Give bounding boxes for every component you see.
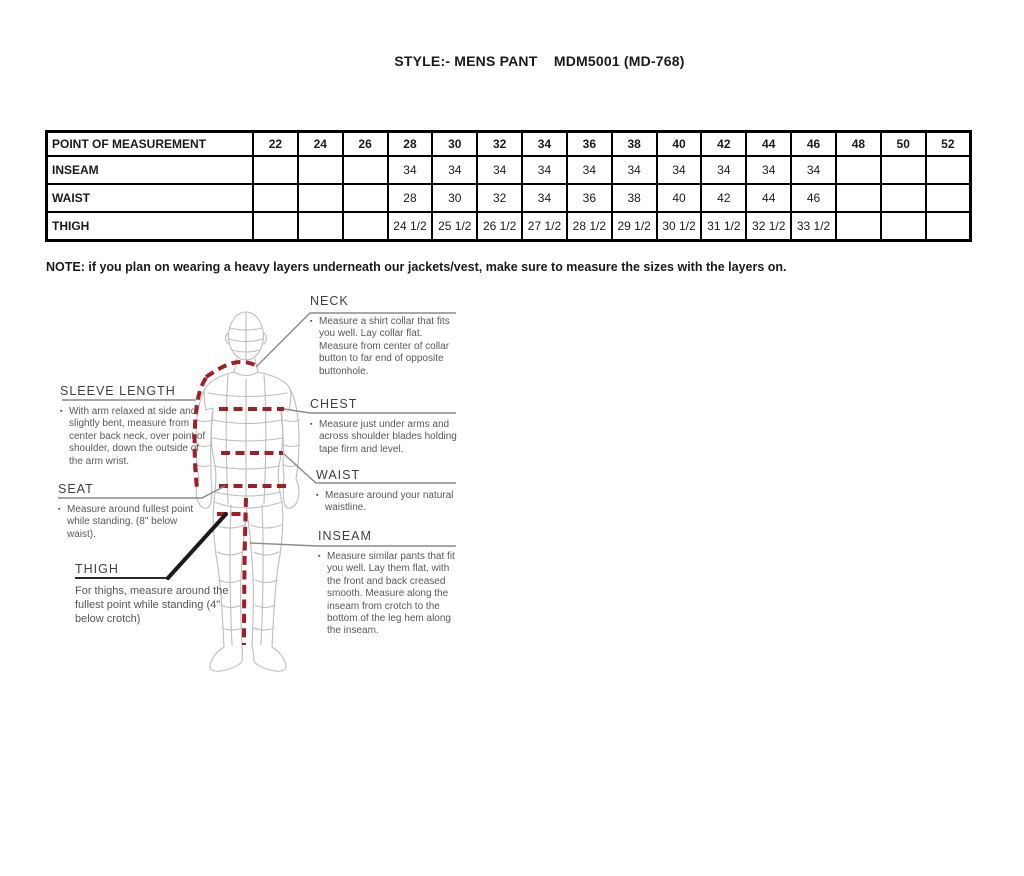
- cell-waist: [343, 184, 388, 212]
- chest-description: Measure just under arms and across shoulder blades holding tape firm and level.: [319, 419, 457, 455]
- layers-note: NOTE: if you plan on wearing a heavy layers underneath our jackets/vest, make sure to measure the sizes with the layers on.: [46, 260, 787, 274]
- row-label-waist: WAIST: [47, 184, 254, 212]
- cell-waist: 44: [746, 184, 791, 212]
- cell-waist: 46: [791, 184, 836, 212]
- cell-inseam: 34: [522, 156, 567, 184]
- bullet-icon: ▪: [310, 318, 313, 325]
- row-label-thigh: THIGH: [47, 212, 254, 241]
- cell-waist: 38: [612, 184, 657, 212]
- thigh-description: For thighs, measure around the fullest point while standing (4" below crotch): [75, 585, 229, 625]
- cell-inseam: [881, 156, 926, 184]
- cell-thigh: 25 1/2: [432, 212, 477, 241]
- cell-thigh: [253, 212, 298, 241]
- cell-inseam: 34: [388, 156, 433, 184]
- cell-inseam: [926, 156, 971, 184]
- cell-thigh: 28 1/2: [567, 212, 612, 241]
- guide-section-sleeve-length: [60, 384, 212, 468]
- guide-section-neck: [310, 294, 462, 378]
- cell-thigh: [836, 212, 881, 241]
- column-header-size: 38: [612, 132, 657, 157]
- column-header-size: 50: [881, 132, 926, 157]
- column-header-size: 26: [343, 132, 388, 157]
- cell-waist: 28: [388, 184, 433, 212]
- bullet-icon: ▪: [316, 492, 319, 499]
- inseam-title: INSEAM: [318, 529, 372, 543]
- waist-description: Measure around your natural waistline.: [325, 490, 454, 514]
- cell-thigh: 30 1/2: [657, 212, 702, 241]
- sleeve-length-title: SLEEVE LENGTH: [60, 384, 176, 398]
- guide-section-inseam: [318, 529, 464, 638]
- cell-thigh: 31 1/2: [701, 212, 746, 241]
- cell-inseam: [253, 156, 298, 184]
- column-header-size: 44: [746, 132, 791, 157]
- column-header-point-of-measurement: POINT OF MEASUREMENT: [47, 132, 254, 157]
- guide-section-chest: [310, 397, 462, 456]
- thigh-title: THIGH: [75, 562, 119, 576]
- cell-waist: [298, 184, 343, 212]
- waist-title: WAIST: [316, 468, 361, 482]
- cell-waist: 34: [522, 184, 567, 212]
- cell-waist: [253, 184, 298, 212]
- cell-inseam: 34: [701, 156, 746, 184]
- cell-waist: 42: [701, 184, 746, 212]
- row-label-inseam: INSEAM: [47, 156, 254, 184]
- cell-thigh: 29 1/2: [612, 212, 657, 241]
- size-table-header-row: [47, 132, 971, 157]
- bullet-icon: ▪: [60, 408, 63, 415]
- cell-inseam: 34: [432, 156, 477, 184]
- column-header-size: 34: [522, 132, 567, 157]
- cell-inseam: 34: [746, 156, 791, 184]
- cell-thigh: 24 1/2: [388, 212, 433, 241]
- cell-inseam: [298, 156, 343, 184]
- column-header-size: 42: [701, 132, 746, 157]
- cell-waist: [926, 184, 971, 212]
- cell-waist: [881, 184, 926, 212]
- column-header-size: 48: [836, 132, 881, 157]
- sleeve-length-description: With arm relaxed at side and slightly bent, measure from center back neck, over point of shoulder, down the outside of the arm wrist.: [69, 406, 206, 467]
- table-row-waist: [47, 184, 971, 212]
- cell-waist: [836, 184, 881, 212]
- seat-description: Measure around fullest point while standing. (8" below waist).: [67, 504, 194, 540]
- cell-thigh: 32 1/2: [746, 212, 791, 241]
- column-header-size: 24: [298, 132, 343, 157]
- column-header-size: 52: [926, 132, 971, 157]
- table-row-inseam: [47, 156, 971, 184]
- cell-thigh: 27 1/2: [522, 212, 567, 241]
- cell-thigh: [926, 212, 971, 241]
- cell-waist: 30: [432, 184, 477, 212]
- table-row-thigh: [47, 212, 971, 241]
- cell-inseam: 34: [791, 156, 836, 184]
- neck-title: NECK: [310, 294, 349, 308]
- column-header-size: 28: [388, 132, 433, 157]
- cell-thigh: [881, 212, 926, 241]
- page-title: STYLE:- MENS PANT MDM5001 (MD-768): [394, 53, 685, 69]
- neck-measure-line: [206, 362, 259, 377]
- neck-description: Measure a shirt collar that fits you well. Lay collar flat. Measure from center of collar button to far end of opposite buttonhole.: [319, 316, 450, 377]
- guide-section-waist: [316, 468, 462, 515]
- bullet-icon: ▪: [58, 506, 61, 513]
- inseam-description: Measure similar pants that fit you well. Lay them flat, with the front and back creased smooth. Measure along the inseam from crotch to the bottom of the leg hem along the inseam.: [327, 551, 455, 637]
- chest-title: CHEST: [310, 397, 358, 411]
- seat-title: SEAT: [58, 482, 94, 496]
- column-header-size: 46: [791, 132, 836, 157]
- bullet-icon: ▪: [310, 421, 313, 428]
- guide-section-seat: [58, 482, 208, 541]
- cell-waist: 40: [657, 184, 702, 212]
- cell-thigh: [343, 212, 388, 241]
- cell-inseam: 34: [612, 156, 657, 184]
- cell-thigh: [298, 212, 343, 241]
- cell-waist: 32: [477, 184, 522, 212]
- cell-inseam: [343, 156, 388, 184]
- cell-inseam: 34: [567, 156, 612, 184]
- cell-inseam: 34: [477, 156, 522, 184]
- column-header-size: 22: [253, 132, 298, 157]
- cell-thigh: 26 1/2: [477, 212, 522, 241]
- cell-thigh: 33 1/2: [791, 212, 836, 241]
- cell-inseam: [836, 156, 881, 184]
- guide-section-thigh: [75, 562, 240, 626]
- column-header-size: 40: [657, 132, 702, 157]
- column-header-size: 32: [477, 132, 522, 157]
- bullet-icon: ▪: [318, 553, 321, 560]
- column-header-size: 30: [432, 132, 477, 157]
- cell-waist: 36: [567, 184, 612, 212]
- size-table: [45, 130, 972, 242]
- cell-inseam: 34: [657, 156, 702, 184]
- inseam-measure-line: [244, 498, 246, 645]
- column-header-size: 36: [567, 132, 612, 157]
